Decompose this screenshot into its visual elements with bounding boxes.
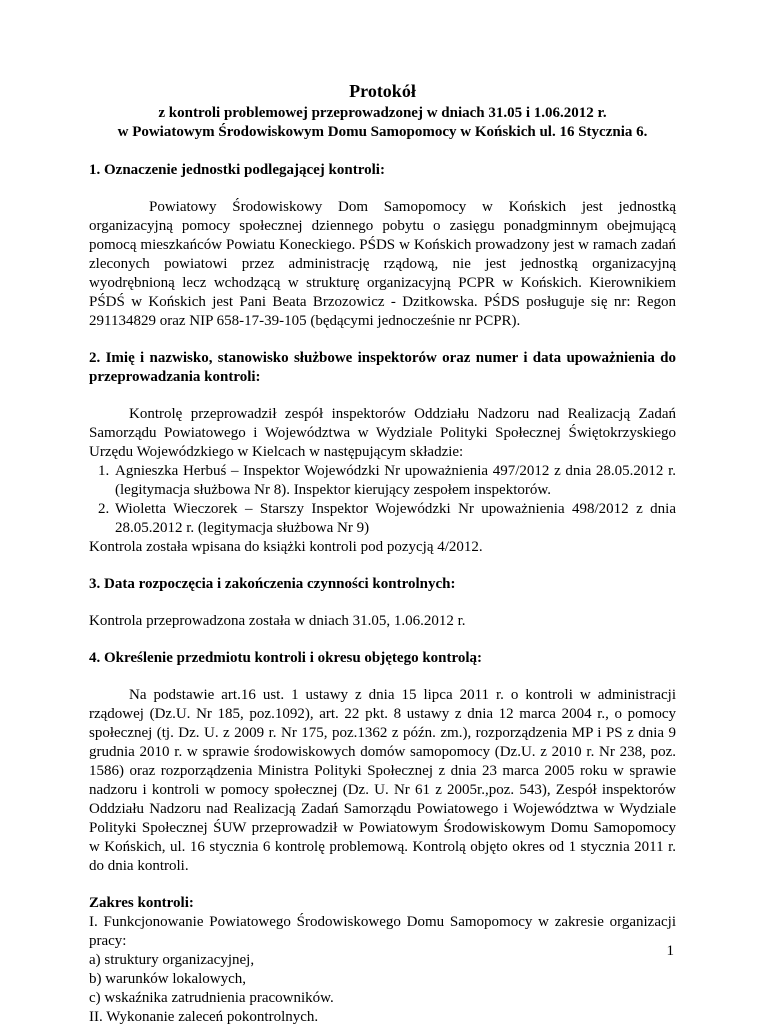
document-body [89,82,676,1027]
section-3-text: Kontrola przeprowadzona została w dniach 31.05, 1.06.2012 r. [89,613,466,629]
scope-item: I. Funkcjonowanie Powiatowego Środowiskowego Domu Samopomocy w zakresie organizacji pracy: [89,914,676,949]
document-title: Protokół [349,81,416,101]
document-subtitle-line-1: z kontroli problemowej przeprowadzonej w dniach 31.05 i 1.06.2012 r. [158,105,607,121]
scope-list [89,913,676,1027]
scope-subitem: b) warunków lokalowych, [89,971,247,987]
section-1-text: Powiatowy Środowiskowy Dom Samopomocy w Końskich jest jednostką organizacyjną pomocy społecznej dziennego pobytu o zasięgu ponadgminnym obejmującą pomocą mieszkańców Powiatu Koneckiego. PŚDS w Końskich prowadzony jest w ramach zadań zleconych powiatowi przez administrację rządową, nie jest jednostką organizacyjną wyodrębnioną lecz wchodzącą w strukturę organizacyjną PCPR w Końskich. Kierownikiem PŚDŚ w Końskich jest Pani Beata Brzozowicz - Dzitkowska. PŚDS posługuje się nr: Regon 291134829 oraz NIP 658-17-39-105 (będącymi jednocześnie nr PCPR). [89,199,676,329]
inspector-item: 1. Agnieszka Herbuś – Inspektor Wojewódzki Nr upoważnienia 497/2012 z dnia 28.05.2012 r. (legitymacja służbowa Nr 8). Inspektor kierujący zespołem inspektorów. [113,462,676,500]
scope-heading: Zakres kontroli: [89,895,194,911]
section-2-intro: Kontrolę przeprowadził zespół inspektorów Oddziału Nadzoru nad Realizacją Zadań Samorządu Powiatowego i Województwa w Wydziale Polityki Społecznej Świętokrzyskiego Urzędu Wojewódzkiego w Kielcach w następującym składzie: [89,406,676,460]
section-4-heading: 4. Określenie przedmiotu kontroli i okresu objętego kontrolą: [89,650,483,666]
section-2-closing: Kontrola została wpisana do książki kontroli pod pozycją 4/2012. [89,539,483,555]
scope-item: II. Wykonanie zaleceń pokontrolnych. [89,1009,319,1025]
scope-subitem: a) struktury organizacyjnej, [89,952,255,968]
scope-subitem: c) wskaźnika zatrudnienia pracowników. [89,990,334,1006]
inspector-item: 2. Wioletta Wieczorek – Starszy Inspektor Wojewódzki Nr upoważnienia 498/2012 z dnia 28.05.2012 r. (legitymacja służbowa Nr 9) [113,500,676,538]
inspector-list [89,462,676,538]
section-2-heading: 2. Imię i nazwisko, stanowisko służbowe inspektorów oraz numer i data upoważnienia do przeprowadzania kontroli: [89,350,676,385]
section-1-heading: 1. Oznaczenie jednostki podlegającej kontroli: [89,162,385,178]
page-number: 1 [666,943,674,959]
document-subtitle-line-2: w Powiatowym Środowiskowym Domu Samopomocy w Końskich ul. 16 Stycznia 6. [117,124,648,140]
section-3-heading: 3. Data rozpoczęcia i zakończenia czynności kontrolnych: [89,576,456,592]
section-4-text: Na podstawie art.16 ust. 1 ustawy z dnia 15 lipca 2011 r. o kontroli w administracji rządowej (Dz.U. Nr 185, poz.1092), art. 22 pkt. 8 ustawy z dnia 12 marca 2004 r., o pomocy społecznej (tj. Dz. U. z 2009 r. Nr 175, poz.1362 z późn. zm.), rozporządzenia MP i PS z dnia 9 grudnia 2010 r. w sprawie środowiskowych domów samopomocy (Dz.U. z 2010 r. Nr 238, poz. 1586) oraz rozporządzenia Ministra Polityki Społecznej z dnia 23 marca 2005 roku w sprawie nadzoru i kontroli w pomocy społecznej (Dz. U. Nr 61 z 2005r.,poz. 543), Zespół inspektorów Oddziału Nadzoru nad Realizacją Zadań Samorządu Powiatowego i Województwa w Wydziale Polityki Społecznej ŚUW przeprowadził w Powiatowym Środowiskowym Domu Samopomocy w Końskich, ul. 16 stycznia 6 kontrolę problemową. Kontrolą objęto okres od 1 stycznia 2011 r. do dnia kontroli. [89,687,676,874]
